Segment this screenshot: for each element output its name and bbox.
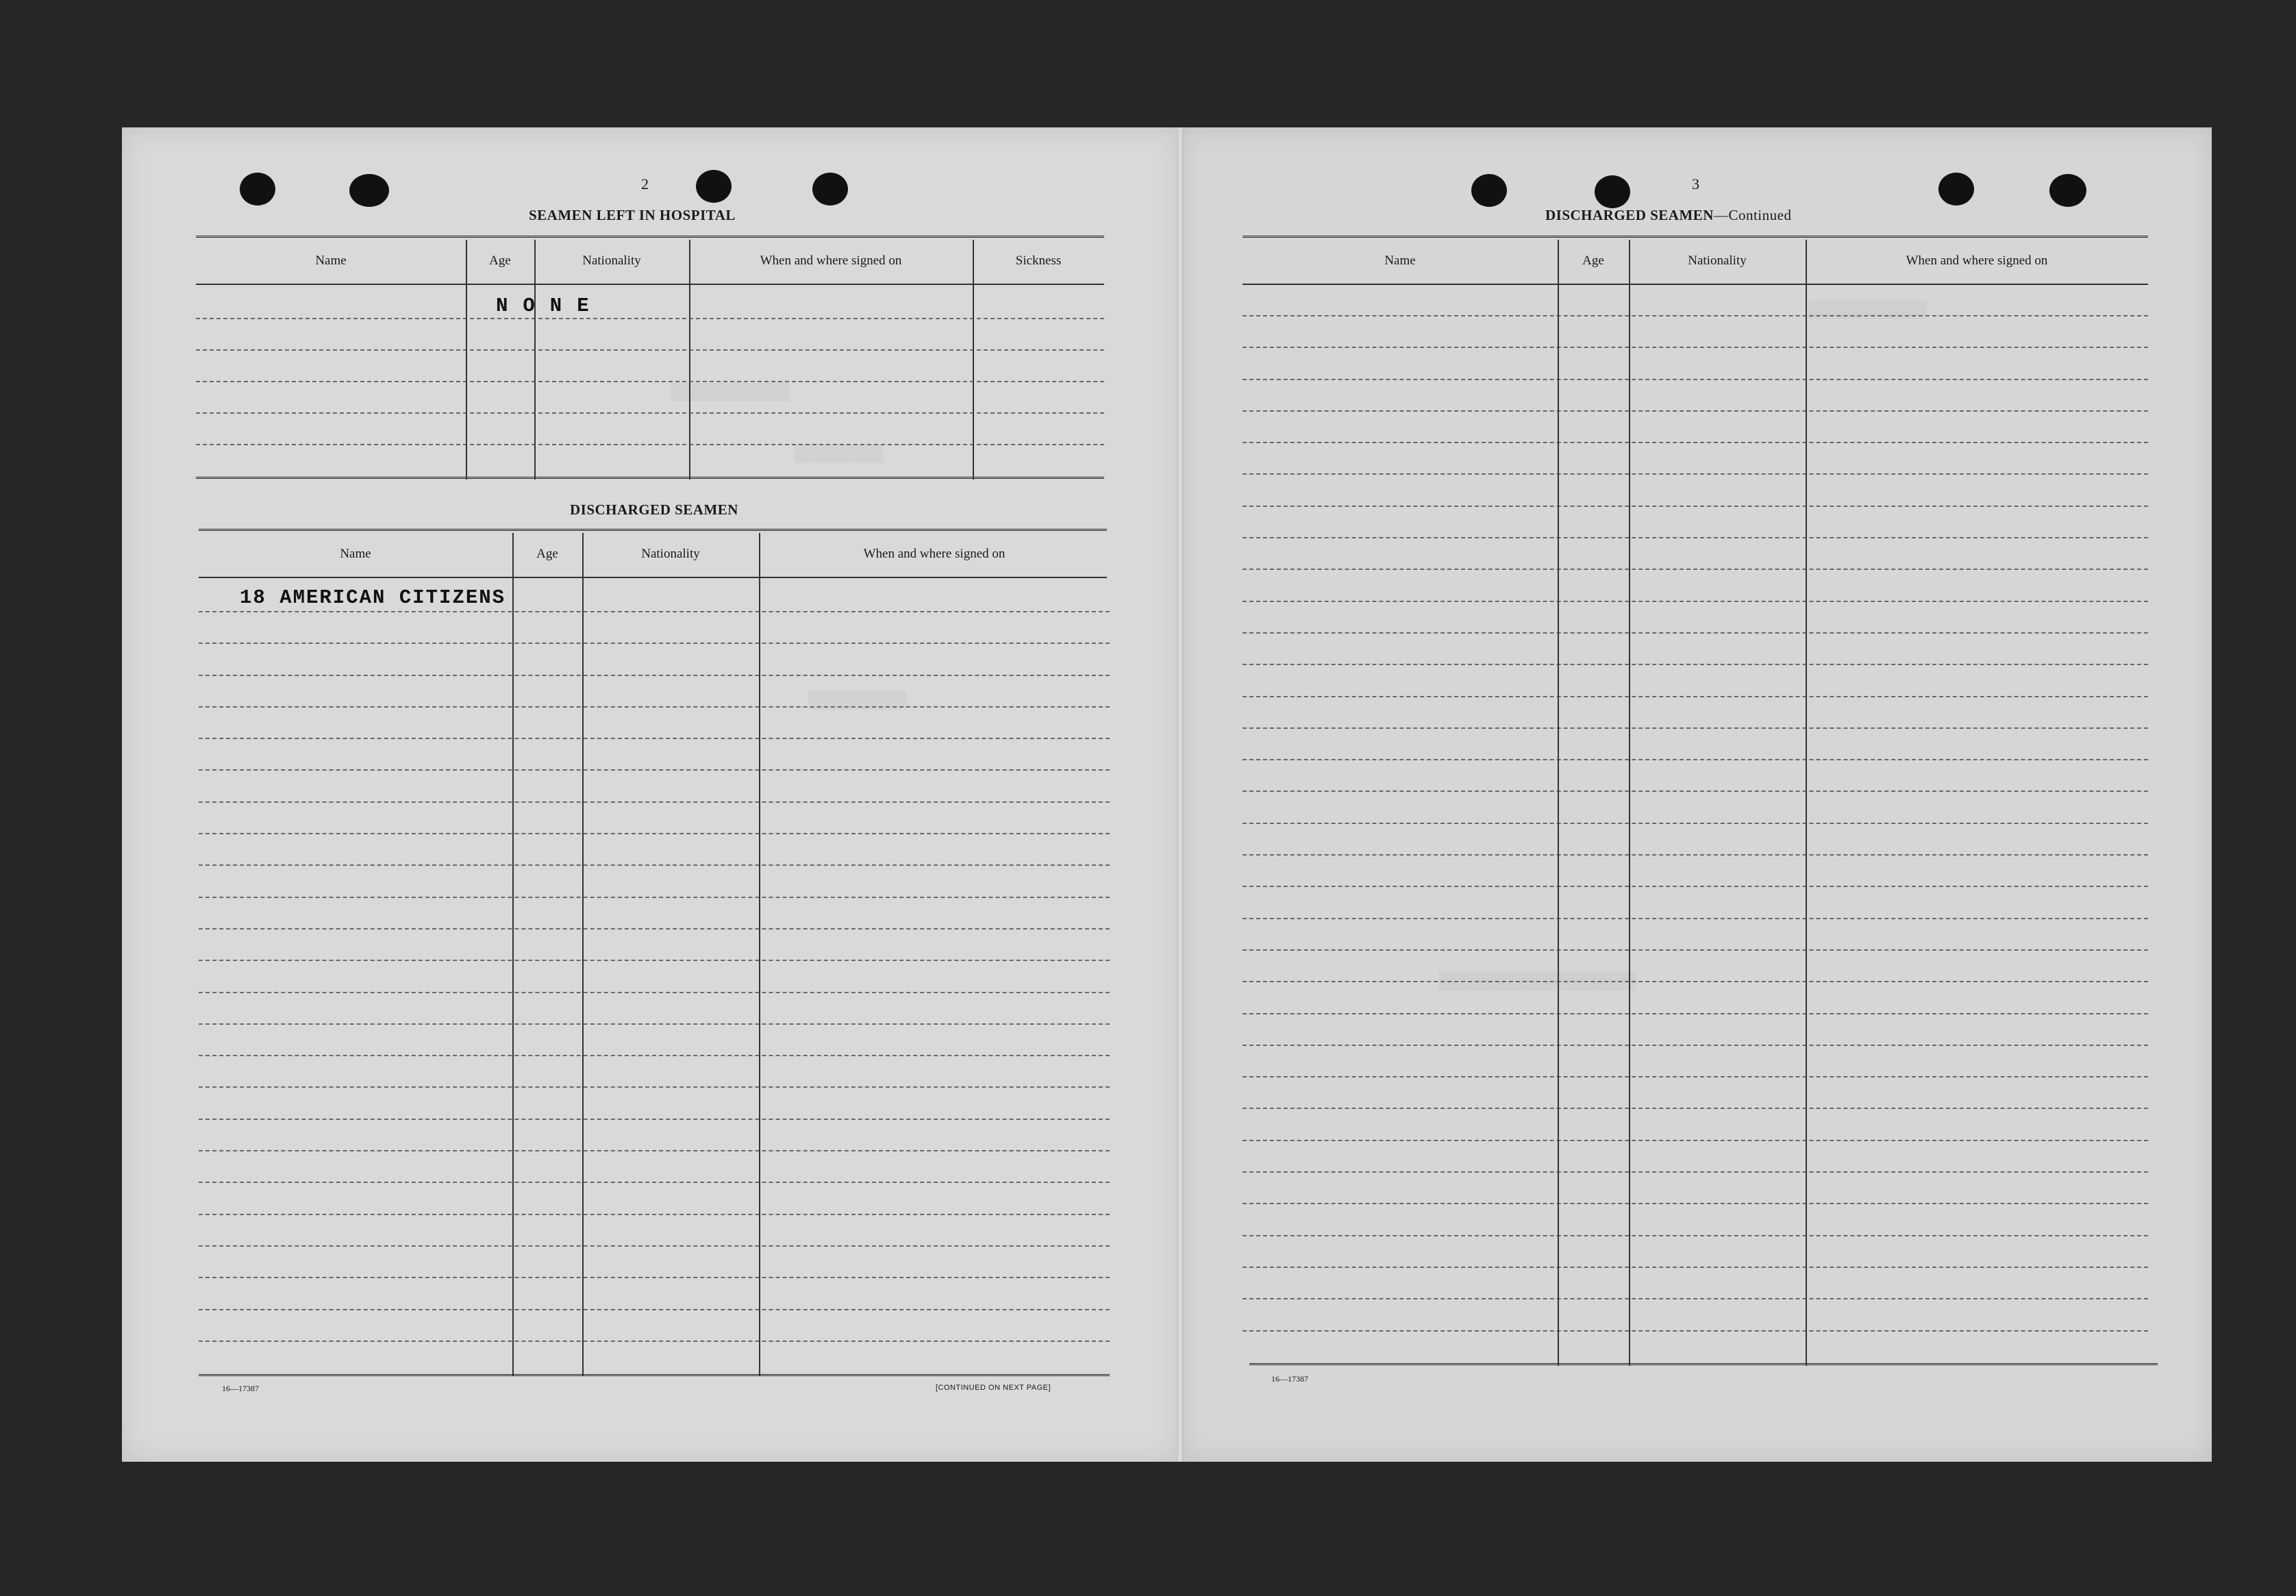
- row-rule: [1243, 696, 2148, 697]
- hospital-typed-entry: NONE: [496, 295, 604, 317]
- right-page: [1180, 127, 2212, 1462]
- row-rule: [1243, 1108, 2148, 1109]
- row-rule: [199, 643, 1110, 644]
- punch-hole: [2049, 174, 2086, 207]
- bleed-through: ▒▒▒▒▒▒▒▒▒▒▒▒: [1808, 301, 1927, 320]
- page-fold: [1177, 127, 1184, 1462]
- row-rule: [199, 1086, 1110, 1088]
- row-rule: [199, 769, 1110, 771]
- row-rule: [199, 1245, 1110, 1247]
- row-rule: [1243, 759, 2148, 760]
- table-bottom-rule: [199, 1374, 1110, 1377]
- row-rule: [1243, 1298, 2148, 1299]
- form-number: 16—17387: [222, 1384, 259, 1393]
- row-rule: [1243, 410, 2148, 412]
- col-nationality: Nationality: [641, 547, 700, 561]
- row-rule: [1243, 506, 2148, 507]
- punch-hole: [240, 173, 275, 205]
- column-divider: [582, 533, 584, 1375]
- row-rule: [199, 611, 1110, 612]
- row-rule: [1243, 949, 2148, 951]
- row-rule: [1243, 918, 2148, 919]
- row-rule: [199, 1277, 1110, 1278]
- row-rule: [199, 1055, 1110, 1056]
- row-rule: [199, 928, 1110, 930]
- col-signed-on: When and where signed on: [863, 547, 1006, 561]
- title-suffix: —Continued: [1713, 207, 1792, 223]
- row-rule: [199, 1182, 1110, 1183]
- row-rule: [199, 833, 1110, 834]
- column-divider: [1558, 240, 1559, 1366]
- col-nationality: Nationality: [1688, 253, 1747, 268]
- punch-hole: [1471, 174, 1507, 207]
- header-bottom-rule: [199, 577, 1107, 578]
- left-page: [122, 127, 1180, 1462]
- table-top-rule: [1243, 236, 2148, 239]
- discharged-section-title: DISCHARGED SEAMEN: [570, 501, 738, 518]
- row-rule: [1243, 1140, 2148, 1141]
- row-rule: [1243, 537, 2148, 538]
- col-nationality: Nationality: [582, 253, 641, 268]
- row-rule: [1243, 1235, 2148, 1236]
- row-rule: [199, 1341, 1110, 1342]
- row-rule: [196, 444, 1104, 445]
- row-rule: [199, 1119, 1110, 1120]
- col-age: Age: [489, 253, 511, 268]
- row-rule: [1243, 1076, 2148, 1077]
- row-rule: [199, 1214, 1110, 1215]
- title-main: DISCHARGED SEAMEN: [1545, 207, 1714, 223]
- row-rule: [196, 349, 1104, 351]
- column-divider: [512, 533, 514, 1375]
- row-rule: [199, 738, 1110, 739]
- row-rule: [196, 318, 1104, 319]
- col-age: Age: [1582, 253, 1604, 268]
- row-rule: [1243, 442, 2148, 443]
- hospital-section-title: SEAMEN LEFT IN HOSPITAL: [529, 207, 736, 223]
- row-rule: [199, 1023, 1110, 1025]
- row-rule: [1243, 379, 2148, 380]
- discharged-continued-title: [1545, 207, 1791, 224]
- punch-hole: [696, 170, 732, 203]
- row-rule: [196, 412, 1104, 414]
- row-rule: [196, 381, 1104, 382]
- col-signed-on: When and where signed on: [1906, 253, 2048, 268]
- header-bottom-rule: [1243, 284, 2148, 285]
- row-rule: [1243, 601, 2148, 602]
- punch-hole: [1595, 175, 1630, 208]
- row-rule: [1243, 1267, 2148, 1268]
- table-bottom-rule: [196, 477, 1104, 480]
- header-bottom-rule: [196, 284, 1104, 285]
- row-rule: [199, 960, 1110, 961]
- row-rule: [1243, 727, 2148, 729]
- row-rule: [199, 1150, 1110, 1151]
- continued-note: [CONTINUED ON NEXT PAGE]: [936, 1384, 1051, 1392]
- punch-hole: [1938, 173, 1974, 205]
- page-number: 3: [1692, 175, 1699, 192]
- punch-hole: [349, 174, 389, 207]
- row-rule: [1243, 1013, 2148, 1014]
- row-rule: [199, 992, 1110, 993]
- col-name: Name: [1384, 253, 1416, 268]
- bleed-through: ▒▒▒▒▒▒▒▒▒▒▒▒: [671, 384, 790, 402]
- page-number: 2: [641, 175, 649, 192]
- row-rule: [199, 1309, 1110, 1310]
- col-signed-on: When and where signed on: [760, 253, 902, 268]
- row-rule: [1243, 315, 2148, 316]
- bleed-through: ▒▒▒▒▒▒▒▒▒▒▒▒▒▒▒▒▒▒▒▒: [1438, 973, 1636, 991]
- discharged-typed-entry: 18 AMERICAN CITIZENS: [240, 586, 506, 609]
- column-divider: [1629, 240, 1630, 1366]
- row-rule: [1243, 473, 2148, 475]
- column-divider: [1806, 240, 1807, 1366]
- bleed-through: ▒▒▒▒▒▒▒▒▒▒: [808, 692, 908, 710]
- row-rule: [1243, 854, 2148, 856]
- row-rule: [199, 801, 1110, 803]
- row-rule: [1243, 664, 2148, 665]
- col-name: Name: [340, 547, 371, 561]
- col-sickness: Sickness: [1015, 253, 1062, 268]
- punch-hole: [812, 173, 848, 205]
- row-rule: [199, 675, 1110, 676]
- row-rule: [1243, 569, 2148, 570]
- row-rule: [1243, 981, 2148, 982]
- row-rule: [199, 706, 1110, 708]
- row-rule: [199, 897, 1110, 898]
- form-number: 16—17387: [1271, 1374, 1308, 1384]
- column-divider: [759, 533, 760, 1375]
- col-age: Age: [536, 547, 558, 561]
- row-rule: [199, 864, 1110, 866]
- row-rule: [1243, 1203, 2148, 1204]
- row-rule: [1243, 632, 2148, 634]
- table-top-rule: [199, 529, 1107, 532]
- table-bottom-rule: [1249, 1363, 2158, 1367]
- row-rule: [1243, 347, 2148, 348]
- bleed-through: ▒▒▒▒▒▒▒▒▒: [795, 445, 884, 464]
- row-rule: [1243, 823, 2148, 824]
- col-name: Name: [315, 253, 347, 268]
- row-rule: [1243, 886, 2148, 887]
- row-rule: [1243, 1330, 2148, 1332]
- row-rule: [1243, 790, 2148, 792]
- table-top-rule: [196, 236, 1104, 239]
- row-rule: [1243, 1045, 2148, 1046]
- row-rule: [1243, 1171, 2148, 1173]
